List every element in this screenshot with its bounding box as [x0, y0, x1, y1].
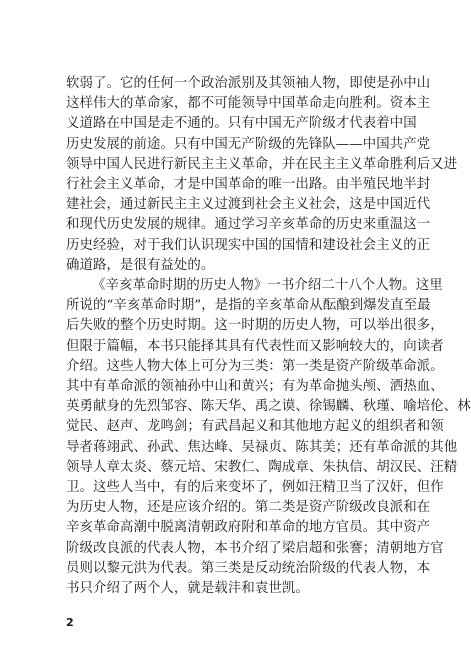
text-line: 导者蒋翊武、孙武、焦达峰、吴禄贞、陈其美；还有革命派的其他: [66, 439, 458, 455]
text-line: 历史经验，对于我们认识现实中国的国情和建设社会主义的正: [66, 237, 431, 253]
text-line: 这样伟大的革命家，都不可能领导中国革命走向胜利。资本主: [66, 96, 431, 112]
text-line: 义道路在中国是走不通的。只有中国无产阶级才代表着中国: [66, 116, 417, 132]
page-number: 2: [66, 616, 74, 629]
text-line: 后失败的整个历史时期。这一时期的历史人物，可以举出很多，: [66, 318, 444, 334]
body-text: [66, 74, 471, 599]
text-line: 确道路，是很有益处的。: [66, 257, 215, 273]
text-line: 领导中国人民进行新民主主义革命，并在民主主义革命胜利后又进: [66, 156, 458, 172]
text-line: 书只介绍了两个人，就是载沣和袁世凯。: [66, 581, 309, 597]
text-line: 所说的“辛亥革命时期”，是指的辛亥革命从酝酿到爆发直至最: [66, 298, 431, 314]
text-line: 辛亥革命高潮中脱离清朝政府附和革命的地方官员。其中资产: [66, 520, 431, 536]
text-line: 《辛亥革命时期的历史人物》一书介绍二十八个人物。这里: [92, 278, 443, 294]
text-line: 领导人章太炎、蔡元培、宋教仁、陶成章、朱执信、胡汉民、汪精: [66, 459, 458, 475]
paragraph-2: [66, 276, 471, 599]
text-line: 历史发展的前途。只有中国无产阶级的先锋队——中国共产党: [66, 136, 431, 152]
text-line: 觉民、赵声、龙鸣剑；有武昌起义和其他地方起义的组织者和领: [66, 419, 444, 435]
text-line: 行社会主义革命，才是中国革命的唯一出路。由半殖民地半封: [66, 177, 431, 193]
text-line: 和现代历史发展的规律。通过学习辛亥革命的历史来重温这一: [66, 217, 431, 233]
text-line: 但限于篇幅，本书只能择其具有代表性而又影响较大的，向读者: [66, 338, 444, 354]
text-line: 介绍。这些人物大体上可分为三类：第一类是资产阶级革命派。: [66, 358, 444, 374]
text-line: 软弱了。它的任何一个政治派别及其领袖人物，即使是孙中山: [66, 76, 431, 91]
paragraph-1: [66, 74, 458, 276]
text-line: 英勇献身的先烈邹容、陈天华、禹之谟、徐锡麟、秋瑾、喻培伦、林: [66, 399, 471, 415]
text-line: 卫。这些人当中，有的后来变坏了，例如汪精卫当了汉奸，但作: [66, 480, 444, 496]
text-line: 其中有革命派的领袖孙中山和黄兴；有为革命抛头颅、洒热血、: [66, 379, 444, 395]
text-line: 阶级改良派的代表人物，本书介绍了梁启超和张謇；清朝地方官: [66, 540, 444, 556]
text-line: 建社会，通过新民主主义过渡到社会主义社会，这是中国近代: [66, 197, 431, 213]
text-line: 为历史人物，还是应该介绍的。第二类是资产阶级改良派和在: [66, 500, 431, 516]
text-line: 员则以黎元洪为代表。第三类是反动统治阶级的代表人物，本: [66, 560, 431, 576]
